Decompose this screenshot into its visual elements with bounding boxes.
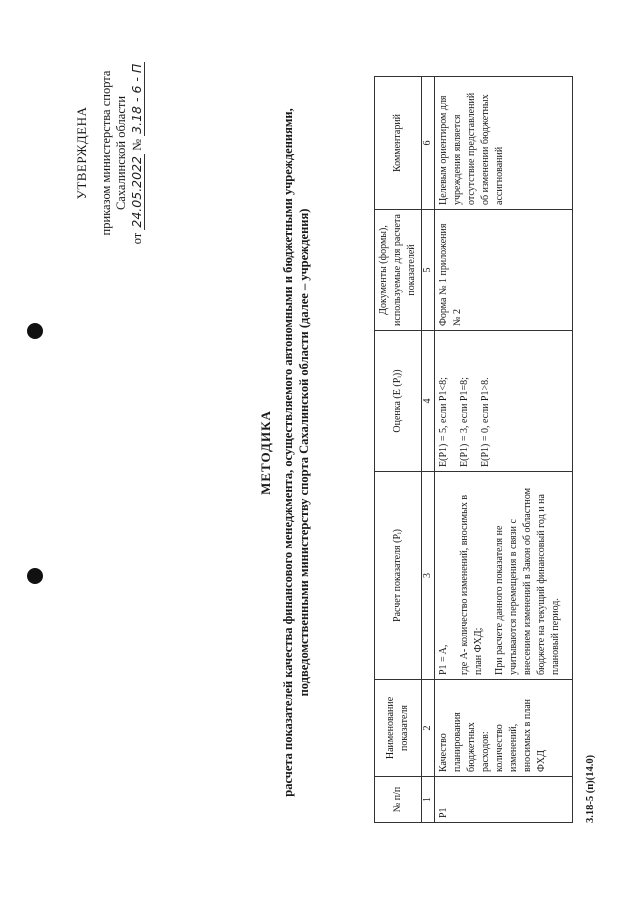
approval-title: УТВЕРЖДЕНА [74,106,89,200]
approval-number: 3.18 - 6 - П [129,63,144,134]
calc-formula: P1 = A, [438,644,449,675]
approval-from-prefix: от [130,232,144,245]
indicators-table [374,76,573,823]
column-number: 3 [422,472,435,680]
table-row [435,77,573,823]
column-number: 1 [422,777,435,823]
row-calc [435,472,573,680]
document-subtitle: расчета показателей качества финансового менеджмента, осуществляемого автономными и бюджетными учреждениями, подведомственными министерству спорта Сахалинской области (далее – учреждения) [281,108,311,797]
column-number: 2 [422,680,435,777]
row-score [435,331,573,472]
approval-number-prefix: № [130,138,144,151]
header-name: Наименование показателя [375,680,422,777]
calc-definition: где A- количество изменений, вносимых в план ФХД; [459,494,484,675]
header-calc: Расчет показателя (Pᵢ) [375,472,422,680]
table-header-row [375,77,422,823]
approval-date: 24.05.2022 [129,156,144,228]
column-number: 4 [422,331,435,472]
row-name: Качество планирования бюджетных расходов: количество изменений, вносимых в план ФХД [435,680,573,777]
score-3: E(P1) = 0, если P1>8. [480,377,491,467]
column-number: 5 [422,210,435,331]
row-num: P1 [435,777,573,823]
column-number-row [422,77,435,823]
document-title: МЕТОДИКА [258,410,273,495]
column-number: 6 [422,77,435,210]
row-documents: Форма № 1 приложения № 2 [435,210,573,331]
calc-note: При расчете данного показателя не учитываются перемещения в связи с внесением изменений в Закон об областном бюджете на текущий финансовый год и на плановый период. [494,487,561,675]
header-num: № п/п [375,777,422,823]
approval-date-line [129,43,145,263]
header-comment: Комментарий [375,77,422,210]
header-documents: Документы (формы), используемые для расчета показателей [375,210,422,331]
approval-line-1: приказом министерства спорта [99,70,113,236]
score-2: E(P1) = 3, если P1=8; [459,377,470,467]
row-comment: Целевым ориентиром для учреждения является отсутствие представлений об изменении бюджетных ассигнований [435,77,573,210]
score-1: E(P1) = 5, если P1<8; [438,377,449,467]
header-score: Оценка (E (Pᵢ)) [375,331,422,472]
approval-line-2: Сахалинской области [114,95,128,211]
approval-block [74,43,145,263]
footer-code: 3.18-5 (п)(14.0) [585,754,596,823]
